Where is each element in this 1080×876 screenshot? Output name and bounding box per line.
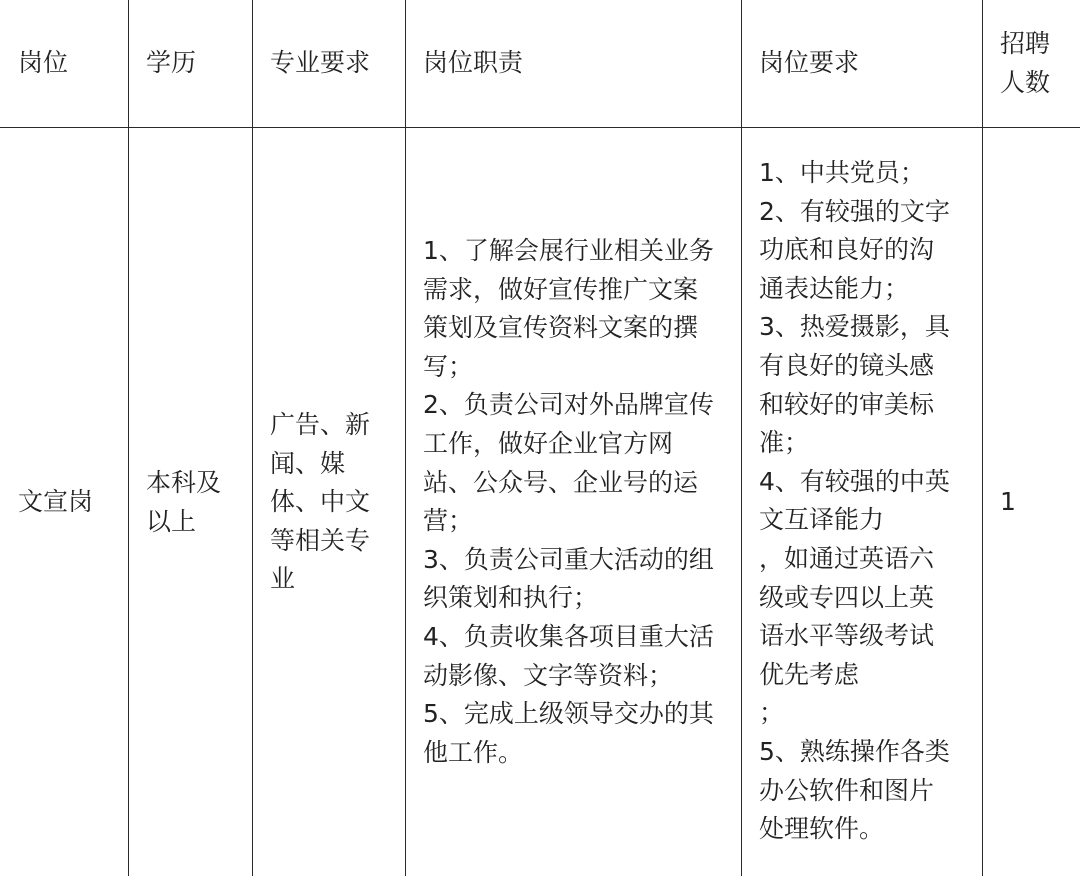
column-divider (405, 0, 406, 876)
column-divider (128, 0, 129, 876)
header-position-label: 岗位 (18, 48, 69, 77)
requirements-line: 优先考虑 (759, 659, 860, 689)
major-line: 闻、媒 (270, 448, 346, 478)
requirements-line: 2、有较强的文字 (759, 196, 950, 226)
header-major (270, 44, 370, 83)
education-line: 以上 (146, 506, 197, 536)
requirements-line: 语水平等级考试 (759, 621, 935, 651)
duties-line: 营； (423, 506, 474, 536)
duties-line: 3、负责公司重大活动的组 (423, 544, 714, 574)
duties-line: 织策划和执行； (423, 583, 599, 613)
header-education (146, 44, 196, 83)
cell-count (1000, 483, 1016, 522)
cell-position (18, 483, 93, 522)
header-count (1000, 25, 1050, 102)
column-divider (252, 0, 253, 876)
requirements-line: 准； (759, 428, 810, 458)
requirements-line: 1、中共党员； (759, 158, 925, 187)
requirements-line: 5、熟练操作各类 (759, 736, 950, 766)
requirements-line: 级或专四以上英 (759, 582, 935, 612)
requirements-line: 和较好的审美标 (759, 389, 935, 419)
requirements-line: 处理软件。 (759, 814, 885, 844)
position-text: 文宣岗 (18, 487, 94, 516)
header-position (18, 44, 68, 83)
header-requirements (759, 44, 859, 83)
header-education-label: 学历 (146, 48, 197, 77)
cell-duties (423, 232, 714, 772)
duties-line: 他工作。 (423, 737, 524, 767)
major-line: 体、中文 (270, 487, 371, 517)
header-divider (0, 127, 1080, 128)
major-line: 等相关专 (270, 525, 371, 555)
major-line: 广告、新 (270, 410, 371, 439)
cell-major (270, 406, 370, 599)
duties-line: 策划及宣传资料文案的撰 (423, 313, 699, 343)
header-count-line: 人数 (1000, 67, 1051, 97)
column-divider (982, 0, 983, 876)
requirements-line: 办公软件和图片 (759, 775, 935, 805)
duties-line: 需求，做好宣传推广文案 (423, 274, 699, 304)
requirements-line: 文互译能力 (759, 505, 885, 535)
education-line: 本科及 (146, 468, 222, 497)
duties-line: 2、负责公司对外品牌宣传 (423, 390, 714, 420)
duties-line: 4、负责收集各项目重大活 (423, 621, 714, 651)
requirements-line: 功底和良好的沟 (759, 235, 935, 265)
requirements-line: 通表达能力； (759, 273, 910, 303)
requirements-line: 4、有较强的中英 (759, 466, 950, 496)
count-text: 1 (1000, 487, 1016, 516)
requirements-line: ； (759, 698, 785, 728)
duties-line: 工作，做好企业官方网 (423, 428, 674, 458)
header-major-label: 专业要求 (270, 48, 371, 77)
duties-line: 写； (423, 351, 474, 381)
requirements-line: 有良好的镜头感 (759, 350, 935, 380)
requirements-line: 3、热爱摄影，具 (759, 312, 950, 342)
duties-line: 站、公众号、企业号的运 (423, 467, 699, 497)
header-requirements-label: 岗位要求 (759, 48, 860, 77)
requirements-line: ，如通过英语六 (759, 543, 935, 573)
duties-line: 动影像、文字等资料； (423, 660, 674, 690)
header-duties (423, 44, 523, 83)
header-duties-label: 岗位职责 (423, 48, 524, 77)
major-line: 业 (270, 564, 296, 594)
cell-education (146, 464, 221, 541)
column-divider (741, 0, 742, 876)
duties-line: 1、了解会展行业相关业务 (423, 236, 714, 265)
header-count-line: 招聘 (1000, 29, 1051, 58)
duties-line: 5、完成上级领导交办的其 (423, 699, 714, 729)
cell-requirements (759, 154, 950, 849)
